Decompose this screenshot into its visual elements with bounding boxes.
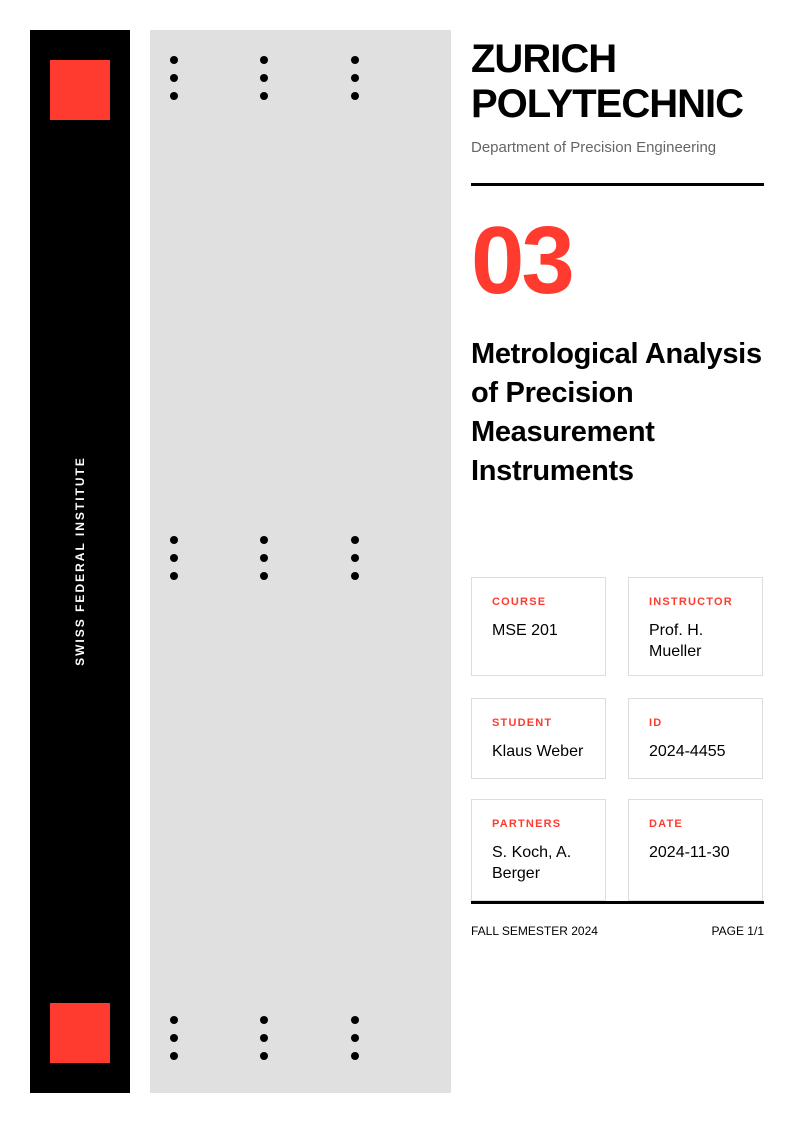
binding-panel [150,30,451,1093]
title-block [471,30,764,491]
department-name: Department of Precision Engineering [471,139,717,156]
info-card-instructor [628,577,763,676]
info-label: COURSE [492,596,547,608]
hole-group-bottom-1 [170,1016,178,1070]
header-divider [471,183,764,186]
accent-square-top [50,60,110,120]
info-label: DATE [649,818,683,830]
info-value: Klaus Weber [492,743,584,760]
info-value: 2024-11-30 [649,844,730,861]
hole-group-mid-3 [351,536,359,590]
footer-divider [471,901,764,904]
university-name: ZURICH POLYTECHNIC [471,37,744,126]
sidebar-vertical-text: SWISS FEDERAL INSTITUTE [73,456,87,666]
hole-group-mid-2 [260,536,268,590]
hole-group-bottom-2 [260,1016,268,1070]
info-label: PARTNERS [492,818,562,830]
semester-label: FALL SEMESTER 2024 [471,924,598,938]
hole-group-top-1 [170,56,178,110]
info-card-id [628,698,763,779]
info-value: MSE 201 [492,622,558,639]
info-card-course [471,577,606,676]
info-card-partners [471,799,606,901]
info-card-student [471,698,606,779]
accent-square-bottom [50,1003,110,1063]
info-label: ID [649,717,663,729]
report-number: 03 [471,207,572,314]
info-card-date [628,799,763,901]
info-value: Prof. H. Mueller [649,622,704,660]
info-label: STUDENT [492,717,553,729]
hole-group-top-3 [351,56,359,110]
page-number: PAGE 1/1 [711,924,764,938]
sidebar [30,30,130,1093]
info-value: S. Koch, A. Berger [492,844,572,882]
info-label: INSTRUCTOR [649,596,733,608]
hole-group-top-2 [260,56,268,110]
report-title: Metrological Analysis of Precision Measurement Instruments [471,338,762,487]
hole-group-bottom-3 [351,1016,359,1070]
info-value: 2024-4455 [649,743,726,760]
hole-group-mid-1 [170,536,178,590]
